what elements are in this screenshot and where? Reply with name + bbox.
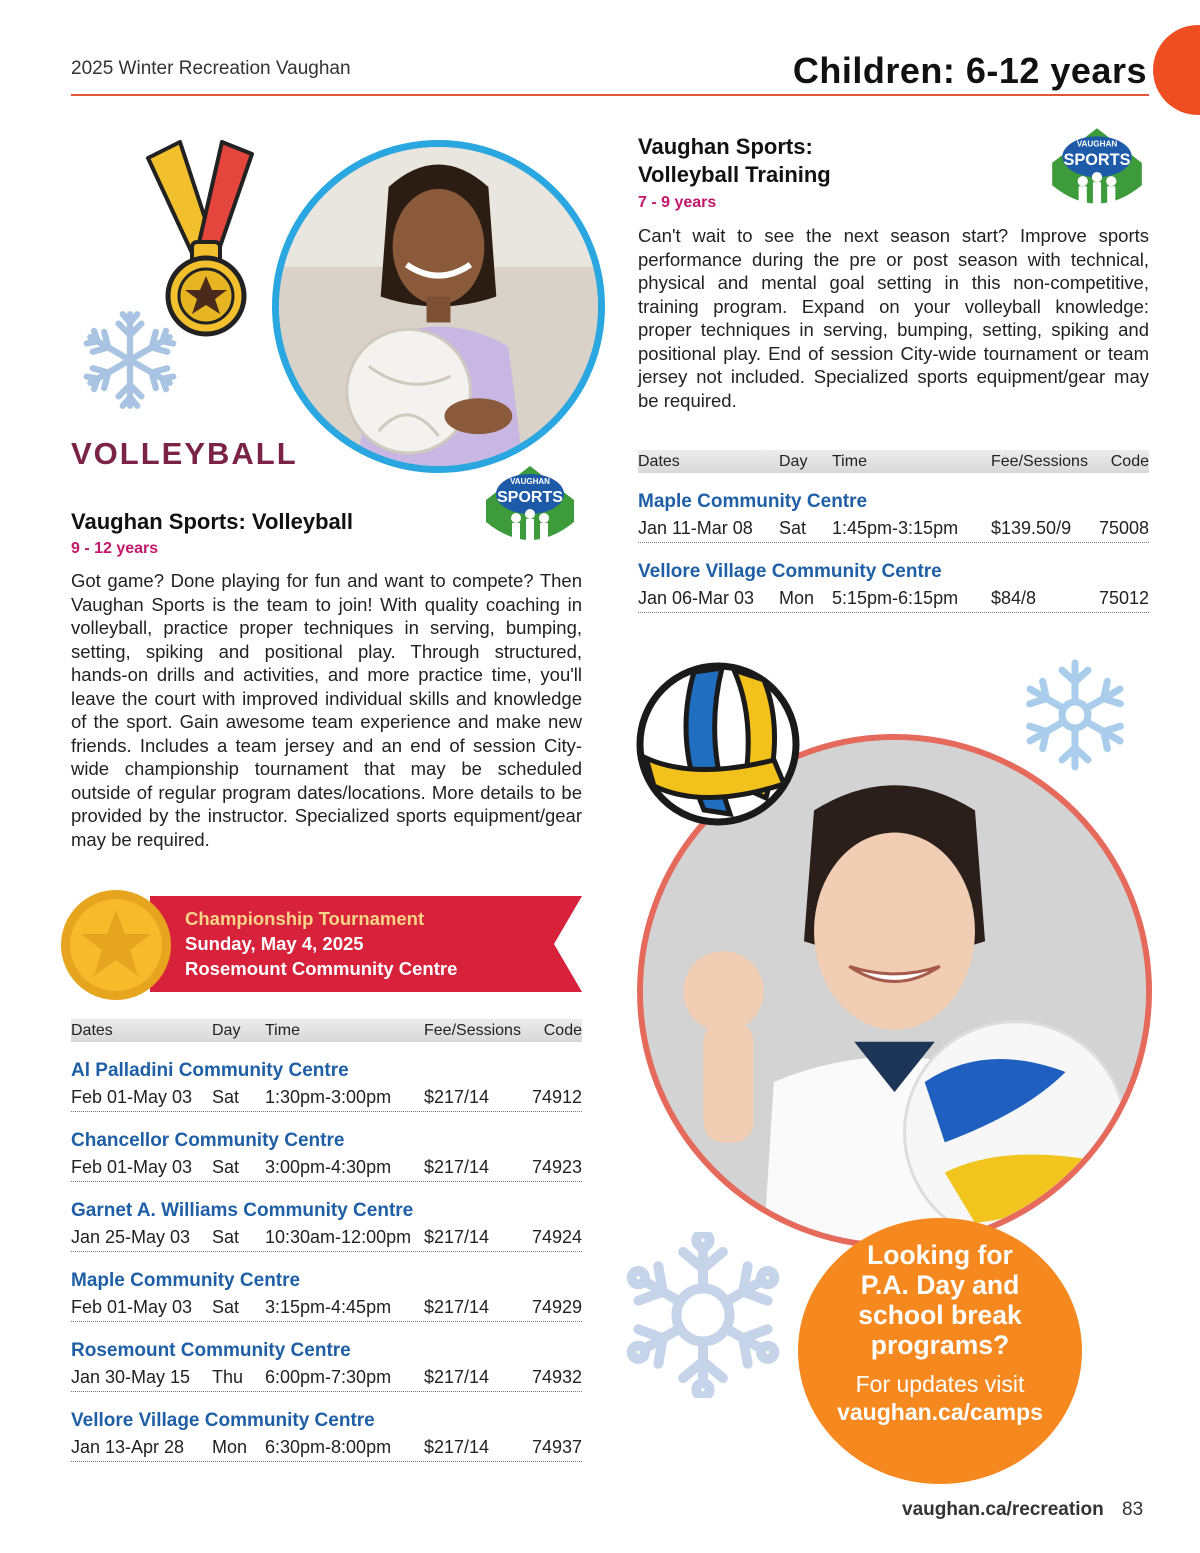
vaughan-sports-logo-icon: [1044, 124, 1150, 218]
training-title-line1: Vaughan Sports:: [638, 134, 813, 159]
location-heading: [71, 1196, 582, 1224]
cell-code: 75008: [1098, 518, 1149, 538]
camps-promo: [798, 1218, 1082, 1484]
cell-time: 5:15pm-6:15pm: [832, 588, 959, 608]
cell-dates: Jan 25-May 03: [71, 1227, 191, 1247]
training-description: Can't wait to see the next season start? Improve sports performance during the pre or post season with technical, physical and mental goal setting in this non-competitive, training program. Expand on your volleyball knowledge: proper techniques in serving, bumping, setting, spiking and positional play. End of session City-wide tournament or team jersey not included. Specialized sports equipment/gear may be required.: [638, 225, 1149, 411]
tournament-location: Rosemount Community Centre: [185, 958, 458, 979]
cell-code: 74923: [531, 1157, 582, 1177]
location-heading: [638, 557, 1149, 585]
location-name: Vellore Village Community Centre: [638, 561, 942, 582]
col-fee: Fee/Sessions: [991, 453, 1088, 470]
table-row: [71, 1224, 582, 1252]
col-dates: Dates: [71, 1022, 113, 1039]
location-name: Maple Community Centre: [638, 491, 868, 512]
col-day: Day: [779, 453, 808, 470]
snowflake-icon: [78, 308, 182, 412]
location-heading: [71, 1336, 582, 1364]
table-row: [71, 1154, 582, 1182]
cell-fee: $217/14: [424, 1087, 490, 1107]
header-divider: [71, 94, 1149, 96]
location-name: Garnet A. Williams Community Centre: [71, 1200, 414, 1221]
promo-question-line: Looking for: [867, 1240, 1013, 1270]
table-row: [638, 515, 1149, 543]
star-coin-icon: [59, 888, 173, 1002]
cell-code: 74924: [531, 1227, 582, 1247]
snowflake-icon: [620, 1232, 786, 1398]
location-heading: [71, 1056, 582, 1084]
cell-fee: $217/14: [424, 1437, 490, 1457]
camps-link[interactable]: vaughan.ca/camps: [837, 1399, 1043, 1425]
cell-time: 3:15pm-4:45pm: [265, 1297, 392, 1317]
sports-logo-main-text: SPORTS: [497, 489, 563, 506]
cell-time: 1:45pm-3:15pm: [832, 518, 959, 538]
promo-update-text: For updates visit: [855, 1371, 1025, 1397]
section-title: VOLLEYBALL: [71, 436, 298, 471]
cell-day: Sat: [212, 1227, 240, 1247]
cell-fee: $217/14: [424, 1157, 490, 1177]
tournament-title: Championship Tournament: [185, 908, 425, 929]
location-name: Al Palladini Community Centre: [71, 1060, 349, 1081]
cell-day: Mon: [779, 588, 815, 608]
cell-time: 3:00pm-4:30pm: [265, 1157, 392, 1177]
table-row: [71, 1294, 582, 1322]
cell-dates: Jan 30-May 15: [71, 1367, 191, 1387]
sports-logo-main-text: SPORTS: [1063, 150, 1131, 169]
cell-dates: Jan 06-Mar 03: [638, 588, 755, 608]
col-time: Time: [265, 1022, 300, 1039]
program-description: Got game? Done playing for fun and want to compete? Then Vaughan Sports is the team to join! With quality coaching in volleyball, practice proper techniques in serving, bumping, setting, spiking and positional play. Through structured, hands-on drills and activities, and more practice time, you'll leave the court with improved individual skills and knowledge of the sport. Gain awesome team experience and make new friends. Includes a team jersey and an end of session City-wide championship tournament that may be scheduled outside of regular program dates/locations. More details to be provided by the instructor. Specialized sports equipment/gear may be required.: [71, 570, 582, 850]
table-row: [71, 1084, 582, 1112]
promo-question-line: programs?: [870, 1330, 1010, 1360]
location-heading: [71, 1266, 582, 1294]
location-name: Vellore Village Community Centre: [71, 1410, 375, 1431]
cell-code: 74937: [531, 1437, 582, 1457]
location-name: Chancellor Community Centre: [71, 1130, 345, 1151]
training-schedule-table: [638, 450, 1149, 613]
page-number: 83: [1122, 1499, 1144, 1520]
table-header: [71, 1019, 582, 1042]
cell-time: 10:30am-12:00pm: [265, 1227, 412, 1247]
cell-code: 74932: [531, 1367, 582, 1387]
cell-fee: $139.50/9: [991, 518, 1072, 538]
cell-time: 6:30pm-8:00pm: [265, 1437, 392, 1457]
table-row: [71, 1434, 582, 1462]
cell-fee: $217/14: [424, 1367, 490, 1387]
col-fee: Fee/Sessions: [424, 1022, 521, 1039]
promo-question-line: school break: [858, 1300, 1022, 1330]
footer-url[interactable]: vaughan.ca/recreation: [902, 1499, 1104, 1520]
cell-dates: Feb 01-May 03: [71, 1157, 193, 1177]
cell-code: 75012: [1098, 588, 1149, 608]
girl-with-volleyball-photo: [272, 140, 605, 473]
col-dates: Dates: [638, 453, 680, 470]
cell-time: 1:30pm-3:00pm: [265, 1087, 392, 1107]
cell-day: Sat: [212, 1297, 240, 1317]
vaughan-sports-logo-icon: [478, 462, 582, 554]
col-code: Code: [1110, 453, 1149, 470]
location-heading: [71, 1126, 582, 1154]
publication-title: 2025 Winter Recreation Vaughan: [71, 58, 351, 79]
cell-day: Sat: [212, 1157, 240, 1177]
sports-logo-top-text: VAUGHAN: [1076, 139, 1118, 149]
cell-day: Sat: [779, 518, 807, 538]
volleyball-schedule-table: [71, 1019, 582, 1462]
program-title: Vaughan Sports: Volleyball: [71, 509, 353, 534]
sports-logo-top-text: VAUGHAN: [510, 477, 550, 486]
cell-day: Mon: [212, 1437, 248, 1457]
cell-day: Thu: [212, 1367, 244, 1387]
cell-fee: $217/14: [424, 1297, 490, 1317]
tournament-info: [185, 906, 457, 981]
cell-fee: $84/8: [991, 588, 1037, 608]
cell-dates: Jan 11-Mar 08: [638, 518, 753, 538]
snowflake-icon: [1016, 656, 1134, 774]
location-heading: [638, 487, 1149, 515]
corner-tab-decoration: [1153, 25, 1200, 115]
col-day: Day: [212, 1022, 241, 1039]
section-heading: Children: 6-12 years: [792, 50, 1147, 91]
cell-fee: $217/14: [424, 1227, 490, 1247]
training-title: [638, 133, 831, 189]
table-header: [638, 450, 1149, 473]
promo-question: [798, 1240, 1082, 1360]
cell-code: 74929: [531, 1297, 582, 1317]
program-age: 9 - 12 years: [71, 540, 159, 557]
cell-dates: Feb 01-May 03: [71, 1087, 193, 1107]
training-age: 7 - 9 years: [638, 194, 717, 211]
cell-day: Sat: [212, 1087, 240, 1107]
cell-time: 6:00pm-7:30pm: [265, 1367, 392, 1387]
promo-question-line: P.A. Day and: [860, 1270, 1020, 1300]
table-row: [638, 585, 1149, 613]
tournament-date: Sunday, May 4, 2025: [185, 933, 364, 954]
cell-code: 74912: [531, 1087, 582, 1107]
cell-dates: Jan 13-Apr 28: [71, 1437, 185, 1457]
training-title-line2: Volleyball Training: [638, 162, 831, 187]
volleyball-icon: [634, 660, 802, 828]
location-heading: [71, 1406, 582, 1434]
location-name: Rosemount Community Centre: [71, 1340, 351, 1361]
col-code: Code: [543, 1022, 582, 1039]
location-name: Maple Community Centre: [71, 1270, 301, 1291]
table-row: [71, 1364, 582, 1392]
col-time: Time: [832, 453, 867, 470]
cell-dates: Feb 01-May 03: [71, 1297, 193, 1317]
